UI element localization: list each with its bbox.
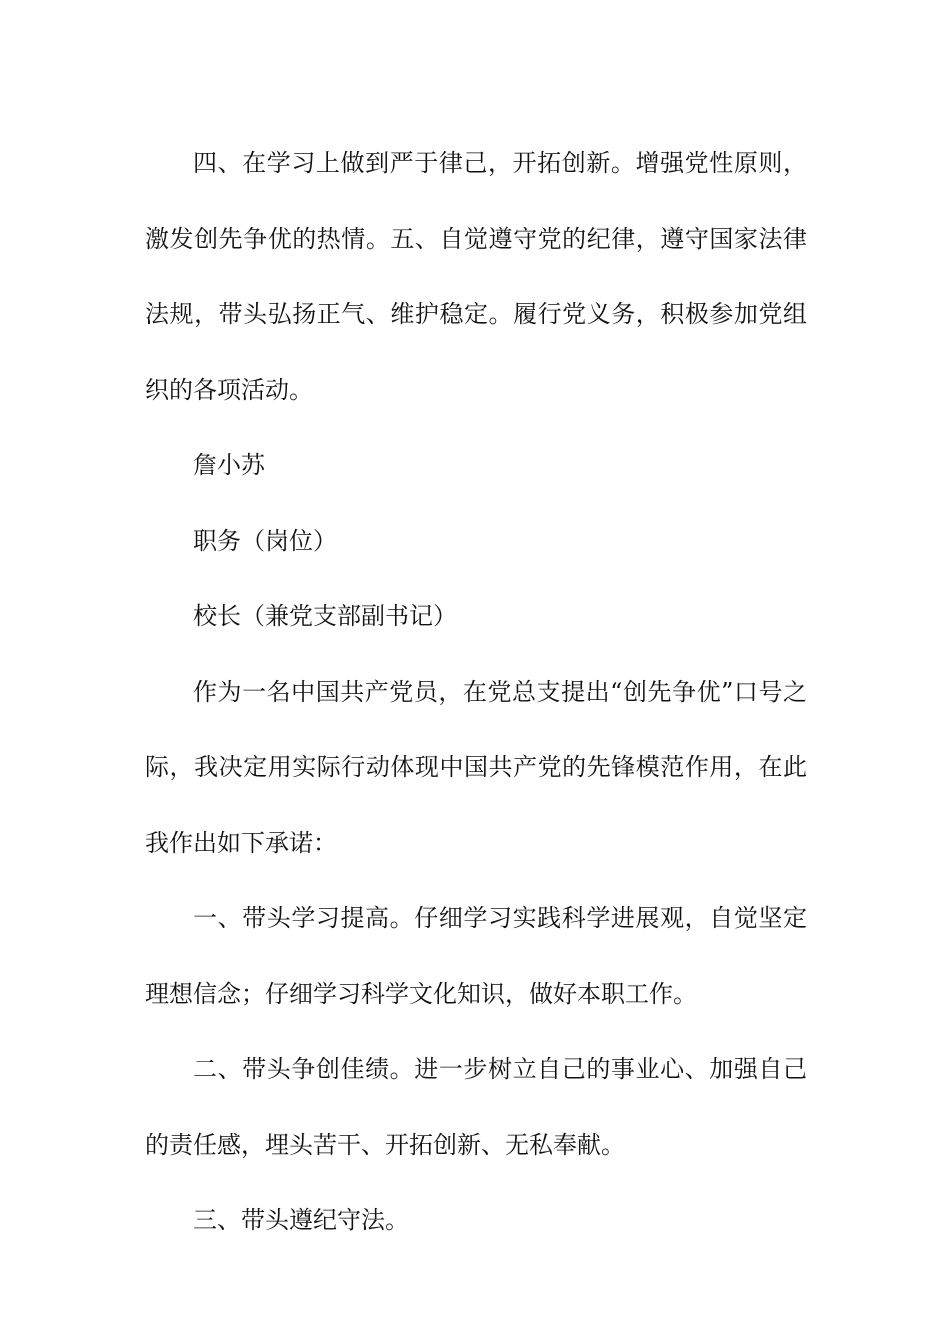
paragraph-name: 詹小苏 bbox=[193, 451, 265, 479]
document-body bbox=[145, 126, 807, 1259]
paragraph-pledge-three: 三、带头遵纪守法。 bbox=[193, 1206, 409, 1234]
paragraph-self-discipline-and-law: 四、在学习上做到严于律己，开拓创新。增强党性原则，激发创先争优的热情。五、自觉遵守党的纪律，遵守国家法律法规，带头弘扬正气、维护稳定。履行党义务，积极参加党组织的各项活动。 bbox=[145, 149, 807, 404]
paragraph-position-label: 职务（岗位） bbox=[193, 526, 337, 555]
paragraph-pledge-two: 二、带头争创佳绩。进一步树立自己的事业心、加强自己的责任感，埋头苦干、开拓创新、无私奉献。 bbox=[145, 1055, 807, 1159]
paragraph-pledge-intro: 作为一名中国共产党员，在党总支提出“创先争优”口号之际，我决定用实际行动体现中国共产党的先锋模范作用，在此我作出如下承诺： bbox=[145, 677, 807, 857]
paragraph-position-value: 校长（兼党支部副书记） bbox=[193, 602, 457, 630]
paragraph-pledge-one: 一、带头学习提高。仔细学习实践科学进展观，自觉坚定理想信念；仔细学习科学文化知识，做好本职工作。 bbox=[145, 904, 807, 1008]
